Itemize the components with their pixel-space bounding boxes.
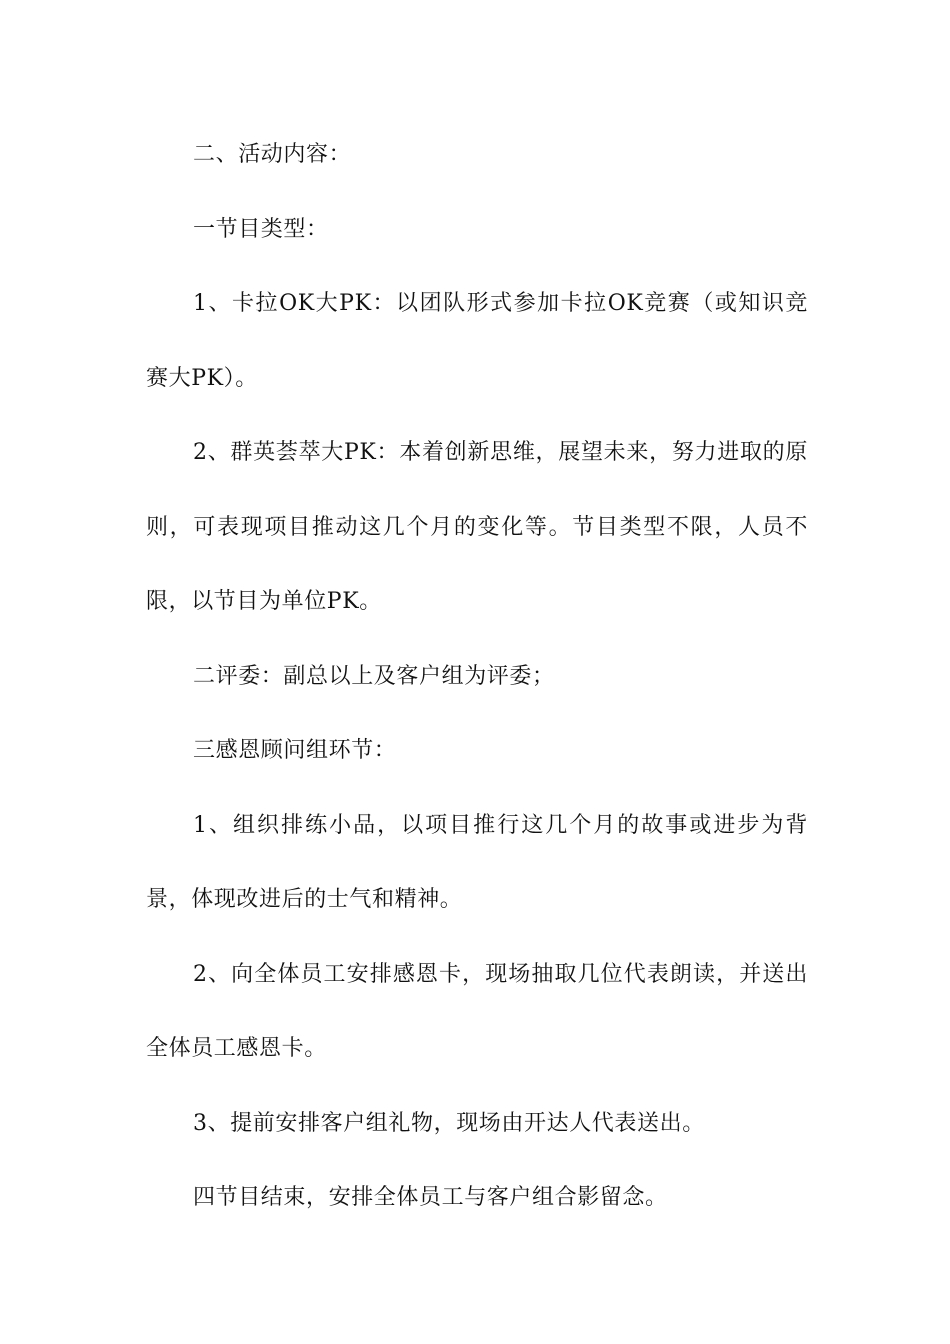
- paragraph-client-gifts: 3、提前安排客户组礼物，现场由开达人代表送出。: [193, 1110, 705, 1136]
- paragraph-gratitude-cards: 2、向全体员工安排感恩卡，现场抽取几位代表朗读，并送出全体员工感恩卡。: [146, 961, 808, 1061]
- paragraph-karaoke-pk: 1、卡拉OK大PK：以团队形式参加卡拉OK竞赛（或知识竞赛大PK）。: [146, 291, 808, 391]
- document-body: [146, 118, 808, 1236]
- subheading-program-types: 一节目类型：: [193, 216, 329, 242]
- section-heading-activity-content: 二、活动内容：: [193, 142, 352, 167]
- paragraph-group-photo: 四节目结束，安排全体员工与客户组合影留念。: [193, 1185, 668, 1210]
- paragraph-talent-pk: 2、群英荟萃大PK：本着创新思维，展望未来，努力进取的原则，可表现项目推动这几个月的变化等。节目类型不限，人员不限，以节目为单位PK。: [146, 440, 808, 614]
- subheading-judges: 二评委：副总以上及客户组为评委；: [193, 663, 555, 689]
- subheading-gratitude-session: 三感恩顾问组环节：: [193, 738, 397, 763]
- paragraph-skit: 1、组织排练小品，以项目推行这几个月的故事或进步为背景，体现改进后的士气和精神。: [146, 812, 808, 912]
